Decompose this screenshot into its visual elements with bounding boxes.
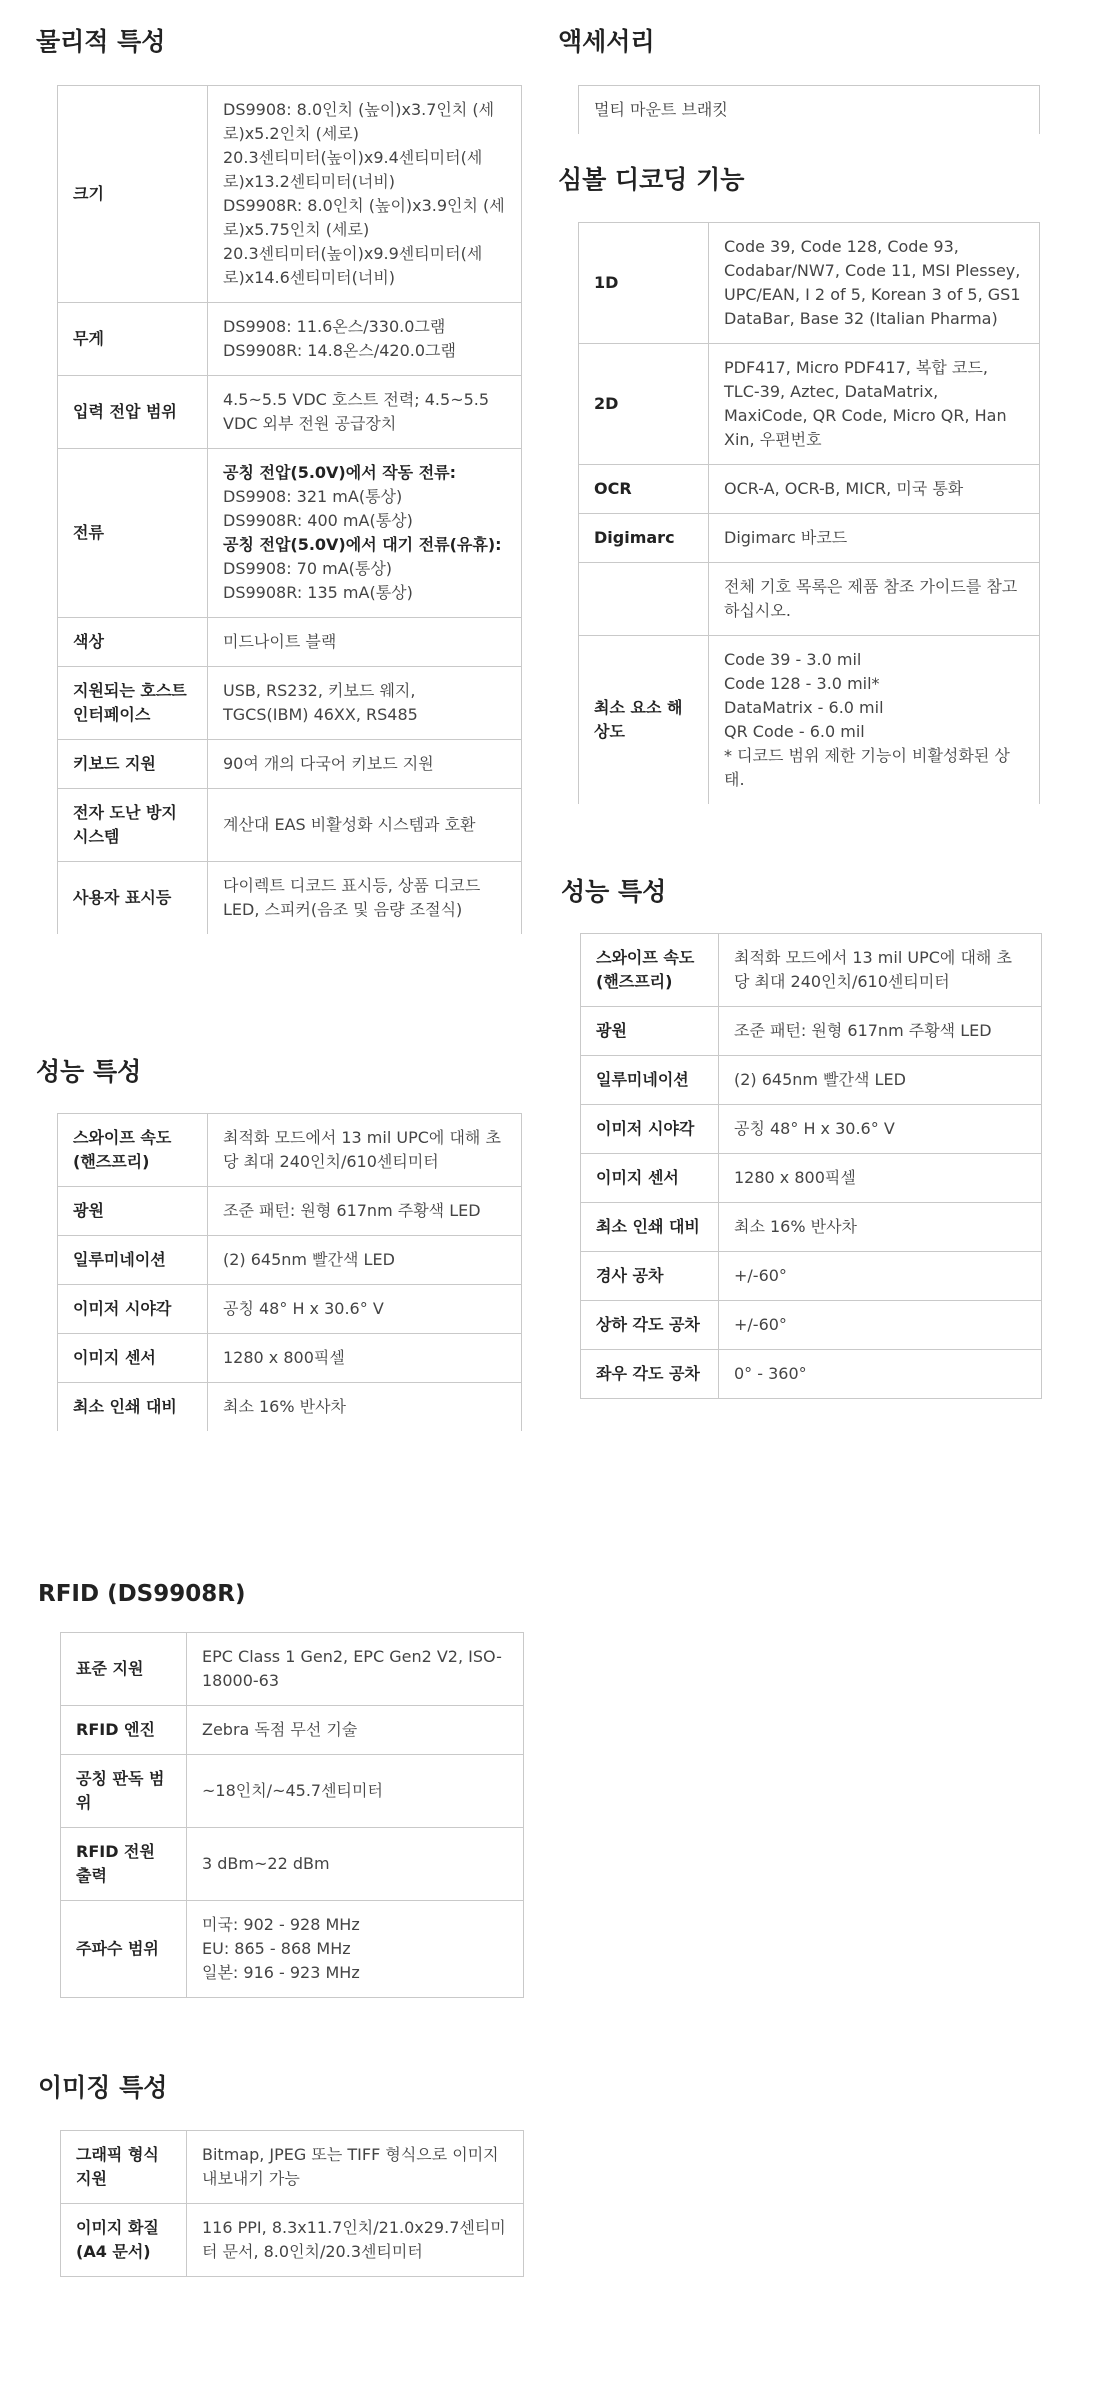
spec-value [208, 667, 522, 740]
spec-value [709, 465, 1040, 514]
symbology-section [558, 164, 744, 196]
spec-value-line: 0° - 360° [734, 1364, 807, 1383]
spec-value [719, 1056, 1042, 1105]
spec-value [187, 1755, 524, 1828]
spec-value-line: 1280 x 800픽셀 [223, 1348, 345, 1367]
spec-value-line: Digimarc 바코드 [724, 528, 848, 547]
spec-row [58, 376, 522, 449]
spec-key: 광원 [58, 1187, 208, 1236]
spec-key: RFID 엔진 [61, 1706, 187, 1755]
spec-key: 2D [579, 344, 709, 465]
accessories-table [578, 85, 1040, 134]
performance-right-title: 성능 특성 [561, 877, 667, 906]
spec-value-line: 최소 16% 반사차 [223, 1397, 347, 1416]
physical-section [36, 26, 165, 58]
spec-value-line: 미국: 902 - 928 MHz [202, 1915, 360, 1934]
spec-value [208, 1334, 522, 1383]
spec-row [581, 1203, 1042, 1252]
spec-row [58, 1334, 522, 1383]
spec-value-line: QR Code - 6.0 mil [724, 722, 865, 741]
spec-value-line: DS9908: 70 mA(통상) [223, 559, 393, 578]
spec-row [581, 1154, 1042, 1203]
spec-value [208, 789, 522, 862]
spec-value-line: DS9908R: 135 mA(통상) [223, 583, 413, 602]
spec-value [719, 1203, 1042, 1252]
spec-value [208, 1114, 522, 1187]
spec-value [719, 1154, 1042, 1203]
spec-value [719, 934, 1042, 1007]
spec-row [58, 1383, 522, 1432]
spec-row [581, 1007, 1042, 1056]
spec-row [58, 1114, 522, 1187]
spec-key: 최소 인쇄 대비 [581, 1203, 719, 1252]
accessories-section [558, 26, 655, 58]
spec-value-line: 20.3센티미터(높이)x9.9센티미터(세로)x14.6센티미터(너비) [223, 244, 483, 287]
spec-value [187, 2131, 524, 2204]
spec-value-line: DS9908R: 8.0인치 (높이)x3.9인치 (세로)x5.75인치 (세로) [223, 196, 505, 239]
spec-value-line: 최적화 모드에서 13 mil UPC에 대해 초당 최대 240인치/610센티미터 [734, 948, 1012, 991]
symbology-title: 심볼 디코딩 기능 [558, 165, 745, 194]
spec-value-line: 4.5~5.5 VDC 호스트 전력; 4.5~5.5 VDC 외부 전원 공급장치 [223, 390, 490, 433]
spec-value-line: 계산대 EAS 비활성화 시스템과 호환 [223, 815, 476, 834]
spec-row [58, 1236, 522, 1285]
performance-left-table [57, 1113, 522, 1431]
spec-value-line: OCR-A, OCR-B, MICR, 미국 통화 [724, 479, 964, 498]
spec-key: 이미저 시야각 [58, 1285, 208, 1334]
spec-value-line: 조준 패턴: 원형 617nm 주황색 LED [223, 1201, 481, 1220]
spec-value [719, 1301, 1042, 1350]
spec-value [187, 2204, 524, 2277]
spec-value-line: ~18인치/~45.7센티미터 [202, 1781, 383, 1800]
spec-value-line: 최적화 모드에서 13 mil UPC에 대해 초당 최대 240인치/610센티미터 [223, 1128, 501, 1171]
spec-value-line: +/-60° [734, 1266, 787, 1285]
spec-key: 최소 인쇄 대비 [58, 1383, 208, 1432]
spec-value [719, 1252, 1042, 1301]
spec-row [579, 86, 1040, 135]
spec-key: 키보드 지원 [58, 740, 208, 789]
physical-table [57, 85, 522, 934]
spec-key: 스와이프 속도(핸즈프리) [581, 934, 719, 1007]
spec-value [187, 1633, 524, 1706]
spec-value-line: 공칭 48° H x 30.6° V [734, 1119, 895, 1138]
spec-value [709, 563, 1040, 636]
spec-value [719, 1105, 1042, 1154]
spec-key: 이미지 센서 [58, 1334, 208, 1383]
spec-value-line: 1280 x 800픽셀 [734, 1168, 856, 1187]
spec-row [58, 618, 522, 667]
spec-value-line: 공칭 전압(5.0V)에서 작동 전류: [223, 463, 457, 482]
spec-value-line: Code 39, Code 128, Code 93, Codabar/NW7, Code 11, MSI Plessey, UPC/EAN, I 2 of 5, Korean 3 of 5, GS1 DataBar, Base 32 (Italian Pharma) [724, 237, 1021, 328]
spec-row [581, 1252, 1042, 1301]
spec-value-line: USB, RS232, 키보드 웨지, TGCS(IBM) 46XX, RS485 [223, 681, 418, 724]
spec-value-line: +/-60° [734, 1315, 787, 1334]
spec-row [581, 1056, 1042, 1105]
spec-row [581, 1301, 1042, 1350]
spec-value-line: DS9908R: 400 mA(통상) [223, 511, 413, 530]
spec-key: 상하 각도 공차 [581, 1301, 719, 1350]
accessories-title: 액세서리 [558, 27, 655, 56]
spec-value [719, 1350, 1042, 1399]
spec-value-line: 전체 기호 목록은 제품 참조 가이드를 참고하십시오. [724, 577, 1018, 620]
spec-value [709, 223, 1040, 344]
spec-row [579, 636, 1040, 805]
rfid-table [60, 1632, 524, 1998]
spec-row [58, 789, 522, 862]
performance-right-table [580, 933, 1042, 1399]
performance-left-section [36, 1056, 141, 1088]
spec-key: 무게 [58, 303, 208, 376]
spec-value [208, 618, 522, 667]
spec-value-line: * 디코드 범위 제한 기능이 비활성화된 상태. [724, 746, 1010, 789]
spec-key: 광원 [581, 1007, 719, 1056]
spec-value-line: Zebra 독점 무선 기술 [202, 1720, 358, 1739]
spec-value-line: 90여 개의 다국어 키보드 지원 [223, 754, 434, 773]
spec-value [579, 86, 1040, 135]
spec-row [58, 667, 522, 740]
spec-value-line: 20.3센티미터(높이)x9.4센티미터(세로)x13.2센티미터(너비) [223, 148, 483, 191]
spec-value-line: 공칭 48° H x 30.6° V [223, 1299, 384, 1318]
spec-key: 최소 요소 해상도 [579, 636, 709, 805]
spec-value [709, 514, 1040, 563]
rfid-title: RFID (DS9908R) [38, 1581, 246, 1607]
symbology-table [578, 222, 1040, 804]
spec-value-line: 조준 패턴: 원형 617nm 주황색 LED [734, 1021, 992, 1040]
spec-value [208, 376, 522, 449]
spec-value-line: Code 128 - 3.0 mil* [724, 674, 880, 693]
spec-row [581, 934, 1042, 1007]
spec-value-line: EPC Class 1 Gen2, EPC Gen2 V2, ISO-18000-63 [202, 1647, 502, 1690]
spec-key: 색상 [58, 618, 208, 667]
spec-key: 지원되는 호스트 인터페이스 [58, 667, 208, 740]
performance-left-title: 성능 특성 [36, 1057, 142, 1086]
spec-key: 이미지 화질 (A4 문서) [61, 2204, 187, 2277]
spec-row [58, 740, 522, 789]
spec-value [208, 449, 522, 618]
spec-row [58, 449, 522, 618]
spec-value-line: DS9908: 11.6온스/330.0그램 [223, 317, 446, 336]
imaging-table [60, 2130, 524, 2277]
spec-key: 스와이프 속도(핸즈프리) [58, 1114, 208, 1187]
spec-row [579, 344, 1040, 465]
spec-value [208, 1236, 522, 1285]
spec-row [61, 1755, 524, 1828]
spec-row [61, 1633, 524, 1706]
spec-key: 공칭 판독 범위 [61, 1755, 187, 1828]
spec-value [208, 740, 522, 789]
spec-value-line: 공칭 전압(5.0V)에서 대기 전류(유휴): [223, 535, 502, 554]
spec-value [208, 86, 522, 303]
spec-row [61, 1901, 524, 1998]
spec-value [709, 636, 1040, 805]
spec-key: 경사 공차 [581, 1252, 719, 1301]
spec-key: 그래픽 형식 지원 [61, 2131, 187, 2204]
spec-key: RFID 전원 출력 [61, 1828, 187, 1901]
spec-row [579, 223, 1040, 344]
spec-value-line: 3 dBm~22 dBm [202, 1854, 330, 1873]
spec-value-line: 멀티 마운트 브래킷 [594, 100, 728, 119]
spec-row [579, 514, 1040, 563]
imaging-title: 이미징 특성 [38, 2073, 168, 2102]
spec-value-line: 116 PPI, 8.3x11.7인치/21.0x29.7센티미터 문서, 8.0인치/20.3센티미터 [202, 2218, 506, 2261]
spec-value [187, 1828, 524, 1901]
spec-row [581, 1350, 1042, 1399]
spec-value-line: Code 39 - 3.0 mil [724, 650, 862, 669]
spec-value [208, 1285, 522, 1334]
rfid-section [38, 1578, 245, 1610]
spec-value-line: 일본: 916 - 923 MHz [202, 1963, 360, 1982]
spec-value [187, 1706, 524, 1755]
spec-row [61, 2204, 524, 2277]
spec-value [208, 303, 522, 376]
spec-row [58, 1187, 522, 1236]
spec-key: 입력 전압 범위 [58, 376, 208, 449]
spec-row [579, 465, 1040, 514]
spec-row [58, 86, 522, 303]
spec-row [579, 563, 1040, 636]
spec-key: 일루미네이션 [581, 1056, 719, 1105]
spec-value-line: 다이렉트 디코드 표시등, 상품 디코드 LED, 스피커(음조 및 음량 조절식) [223, 876, 481, 919]
spec-value [208, 862, 522, 935]
spec-value-line: (2) 645nm 빨간색 LED [734, 1070, 906, 1089]
spec-key: 전자 도난 방지 시스템 [58, 789, 208, 862]
spec-key: 이미지 센서 [581, 1154, 719, 1203]
spec-row [61, 2131, 524, 2204]
spec-value-line: PDF417, Micro PDF417, 복합 코드, TLC-39, Aztec, DataMatrix, MaxiCode, QR Code, Micro QR, Han Xin, 우편번호 [724, 358, 1007, 449]
spec-key: 1D [579, 223, 709, 344]
performance-right-section [561, 876, 666, 908]
spec-key: 일루미네이션 [58, 1236, 208, 1285]
spec-key: 전류 [58, 449, 208, 618]
spec-value-line: DS9908: 8.0인치 (높이)x3.7인치 (세로)x5.2인치 (세로) [223, 100, 495, 143]
spec-value-line: DataMatrix - 6.0 mil [724, 698, 884, 717]
spec-row [58, 862, 522, 935]
spec-key [579, 563, 709, 636]
spec-value-line: 최소 16% 반사차 [734, 1217, 858, 1236]
spec-key: 이미저 시야각 [581, 1105, 719, 1154]
spec-value-line: (2) 645nm 빨간색 LED [223, 1250, 395, 1269]
spec-value-line: EU: 865 - 868 MHz [202, 1939, 351, 1958]
spec-row [61, 1828, 524, 1901]
spec-key: 좌우 각도 공차 [581, 1350, 719, 1399]
imaging-section [38, 2072, 167, 2104]
spec-value [187, 1901, 524, 1998]
spec-key: 표준 지원 [61, 1633, 187, 1706]
spec-key: OCR [579, 465, 709, 514]
spec-value-line: DS9908: 321 mA(통상) [223, 487, 403, 506]
spec-row [61, 1706, 524, 1755]
spec-row [58, 1285, 522, 1334]
spec-value [719, 1007, 1042, 1056]
spec-key: Digimarc [579, 514, 709, 563]
physical-title: 물리적 특성 [36, 27, 166, 56]
spec-value [208, 1187, 522, 1236]
spec-row [581, 1105, 1042, 1154]
spec-value-line: 미드나이트 블랙 [223, 632, 337, 651]
spec-key: 사용자 표시등 [58, 862, 208, 935]
spec-value-line: DS9908R: 14.8온스/420.0그램 [223, 341, 456, 360]
spec-row [58, 303, 522, 376]
spec-value [208, 1383, 522, 1432]
spec-value [709, 344, 1040, 465]
spec-key: 크기 [58, 86, 208, 303]
spec-value-line: Bitmap, JPEG 또는 TIFF 형식으로 이미지 내보내기 가능 [202, 2145, 499, 2188]
spec-key: 주파수 범위 [61, 1901, 187, 1998]
